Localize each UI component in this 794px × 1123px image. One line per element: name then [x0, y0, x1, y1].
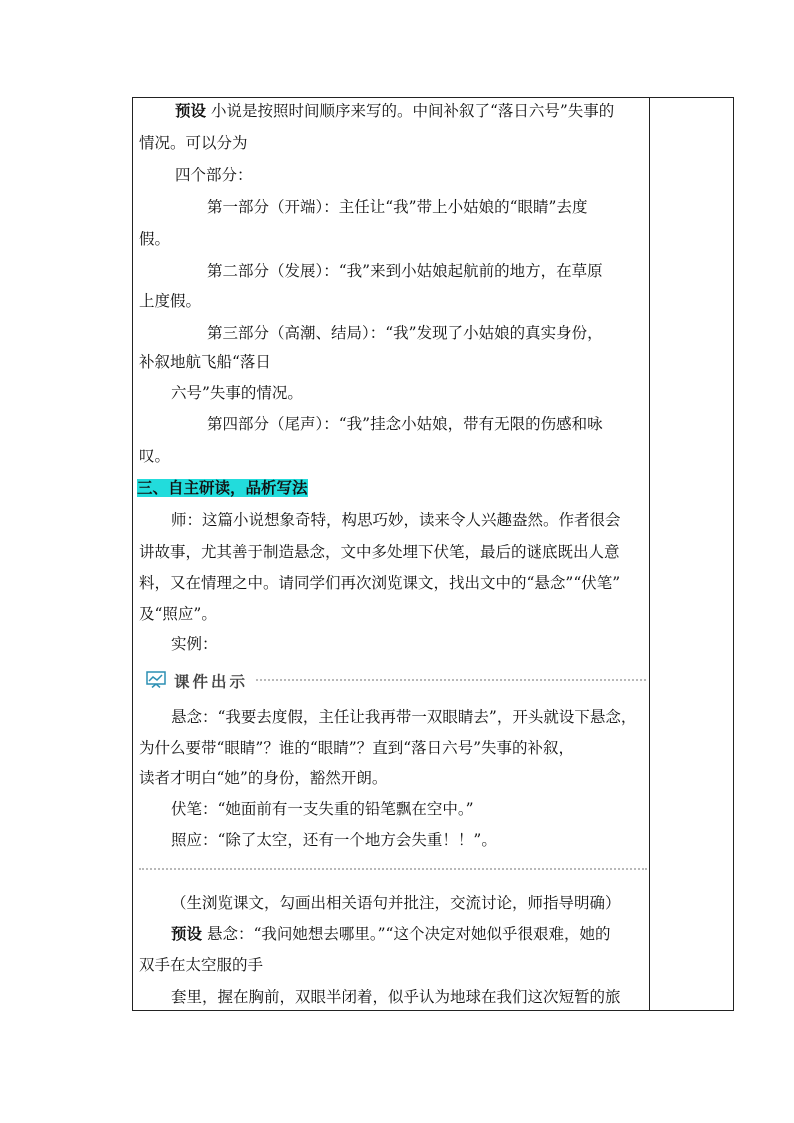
lesson-table-side-cell	[649, 97, 734, 1011]
preset-text: 小说是按照时间顺序来写的。中间补叙了“落日六号”失事的	[210, 102, 615, 120]
text-line: 六号”失事的情况。	[171, 384, 303, 402]
text-line: 第四部分（尾声）：“我”挂念小姑娘，带有无限的伤感和咏	[207, 415, 603, 433]
text-line: （生浏览课文，勾画出相关语句并批注，交流讨论，师指导明确）	[171, 894, 621, 912]
courseware-banner	[146, 670, 646, 690]
text-line: 假。	[139, 230, 171, 248]
text-line: 为什么要带“眼睛”？谁的“眼睛”？直到“落日六号”失事的补叙，	[139, 739, 575, 757]
preset-line-2	[171, 924, 610, 944]
text-line: 四个部分：	[175, 166, 253, 184]
text-line: 悬念：“我要去度假，主任让我再带一双眼睛去”，开头就设下悬念，	[171, 708, 637, 726]
text-line: 照应：“除了太空，还有一个地方会失重！！”。	[171, 831, 497, 849]
text-line: 补叙地航飞船“落日	[139, 353, 271, 371]
text-line: 情况。可以分为	[139, 134, 248, 152]
text-line: 及“照应”。	[139, 605, 217, 623]
text-line: 第一部分（开端）：主任让“我”带上小姑娘的“眼睛”去度	[207, 198, 588, 216]
text-line: 上度假。	[139, 292, 202, 310]
section-heading	[137, 478, 308, 498]
text-line: 伏笔：“她面前有一支失重的铅笔飘在空中。”	[171, 800, 474, 818]
preset-label: 预设	[171, 924, 203, 943]
presentation-icon	[146, 671, 166, 692]
text-line: 套里，握在胸前，双眼半闭着，似乎认为地球在我们这次短暂的旅	[171, 988, 621, 1006]
preset-label: 预设	[175, 101, 207, 120]
text-line: 叹。	[139, 447, 171, 465]
preset-text: 悬念：“我问她想去哪里。”“这个决定对她似乎很艰难，她的	[206, 925, 611, 943]
preset-line-1	[175, 101, 614, 121]
text-line: 料，又在情理之中。请同学们再次浏览课文，找出文中的“悬念”“伏笔”	[139, 574, 621, 592]
dotted-divider	[139, 868, 647, 870]
banner-title: 课件出示	[174, 673, 249, 691]
text-line: 第三部分（高潮、结局）：“我”发现了小姑娘的真实身份，	[207, 324, 603, 342]
text-line: 双手在太空服的手	[139, 956, 264, 974]
text-line: 讲故事，尤其善于制造悬念，文中多处埋下伏笔，最后的谜底既出人意	[139, 543, 620, 561]
text-line: 第二部分（发展）：“我”来到小姑娘起航前的地方，在草原	[207, 262, 603, 280]
text-line: 实例：	[171, 635, 218, 653]
dotted-divider	[256, 679, 646, 681]
text-line: 师：这篇小说想象奇特，构思巧妙，读来令人兴趣盎然。作者很会	[171, 511, 621, 529]
text-line: 读者才明白“她”的身份，豁然开朗。	[139, 769, 388, 787]
section-heading-text: 三、自主研读，品析写法	[137, 479, 308, 497]
